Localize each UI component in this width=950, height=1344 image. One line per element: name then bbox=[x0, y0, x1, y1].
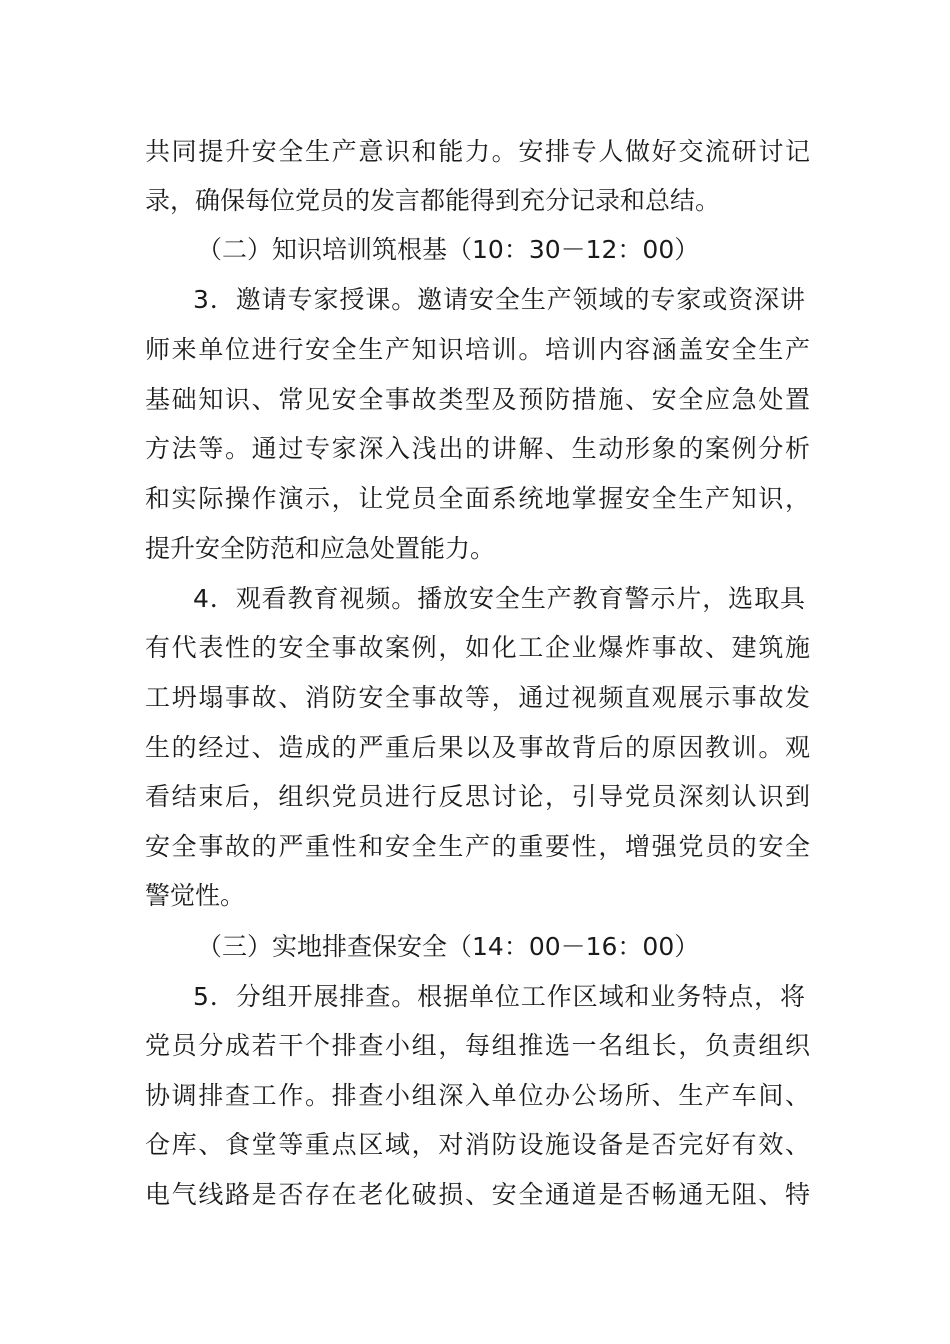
paragraph-line: 安全事故的严重性和安全生产的重要性，增强党员的安全 bbox=[145, 832, 810, 861]
paragraph-line: 仓库、食堂等重点区域，对消防设施设备是否完好有效、 bbox=[145, 1130, 810, 1159]
paragraph-line: 工坍塌事故、消防安全事故等，通过视频直观展示事故发 bbox=[145, 683, 810, 712]
paragraph-line: 警觉性。 bbox=[145, 881, 246, 910]
paragraph-line: 党员分成若干个排查小组，每组推选一名组长，负责组织 bbox=[145, 1031, 810, 1060]
section-heading-knowledge-training: （二）知识培训筑根基（10：30－12：00） bbox=[197, 235, 700, 264]
paragraph-line: 共同提升安全生产意识和能力。安排专人做好交流研讨记 bbox=[145, 137, 810, 166]
paragraph-line: 3．邀请专家授课。邀请安全生产领域的专家或资深讲 bbox=[193, 285, 805, 314]
paragraph-line: 基础知识、常见安全事故类型及预防措施、安全应急处置 bbox=[145, 385, 810, 414]
paragraph-line: 有代表性的安全事故案例，如化工企业爆炸事故、建筑施 bbox=[145, 633, 810, 662]
paragraph-line: 和实际操作演示，让党员全面系统地掌握安全生产知识， bbox=[145, 484, 810, 513]
paragraph-line: 5．分组开展排查。根据单位工作区域和业务特点，将 bbox=[193, 982, 805, 1011]
section-heading-site-inspection: （三）实地排查保安全（14：00－16：00） bbox=[197, 932, 700, 961]
paragraph-line: 录，确保每位党员的发言都能得到充分记录和总结。 bbox=[145, 186, 721, 215]
paragraph-line: 方法等。通过专家深入浅出的讲解、生动形象的案例分析 bbox=[145, 434, 810, 463]
paragraph-line: 电气线路是否存在老化破损、安全通道是否畅通无阻、特 bbox=[145, 1180, 810, 1209]
paragraph-line: 协调排查工作。排查小组深入单位办公场所、生产车间、 bbox=[145, 1081, 810, 1110]
paragraph-line: 4．观看教育视频。播放安全生产教育警示片，选取具 bbox=[193, 584, 805, 613]
paragraph-line: 看结束后，组织党员进行反思讨论，引导党员深刻认识到 bbox=[145, 782, 810, 811]
paragraph-line: 师来单位进行安全生产知识培训。培训内容涵盖安全生产 bbox=[145, 335, 810, 364]
paragraph-line: 生的经过、造成的严重后果以及事故背后的原因教训。观 bbox=[145, 733, 810, 762]
paragraph-line: 提升安全防范和应急处置能力。 bbox=[145, 534, 496, 563]
